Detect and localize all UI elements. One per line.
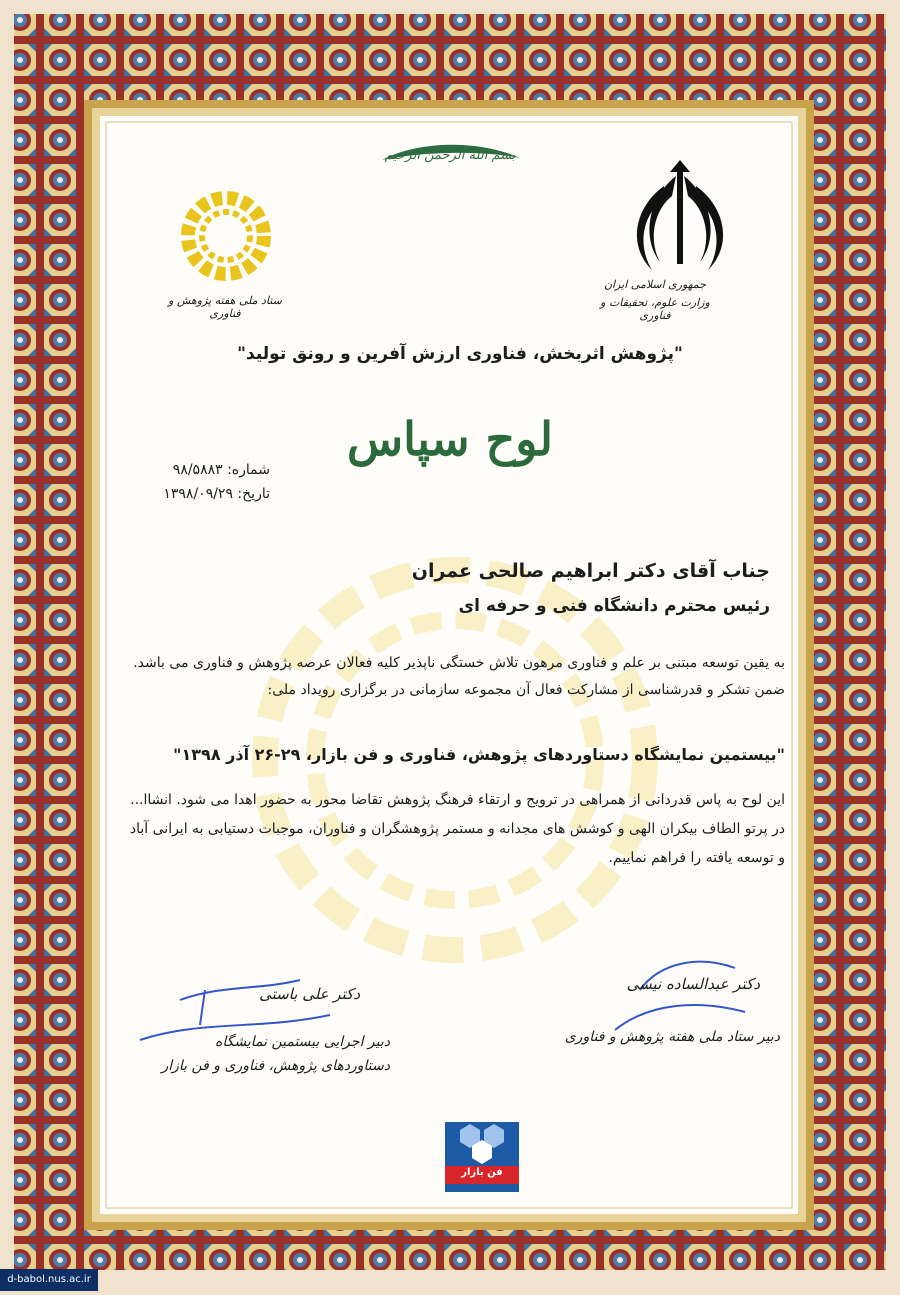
fan-bazaar-logo-text: فن بازار [461,1167,503,1178]
footer-url-badge[interactable]: d-babol.nus.ac.ir [0,1269,98,1291]
emblem-caption-country: جمهوری اسلامی ایران [603,278,707,291]
document-number: شماره: ۹۸/۵۸۸۳ [172,462,270,478]
fan-bazaar-logo-icon [445,1122,519,1192]
basmala-text: بسم الله الرحمن الرحیم [384,148,516,163]
signatory-left-name: دکتر علی باستی [259,985,360,1003]
research-week-caption: ستاد ملی هفته پژوهش و فناوری [168,294,282,320]
emblem-caption-ministry: وزارت علوم، تحقیقات و فناوری [600,296,710,322]
certificate-title: لوح سپاس [346,412,554,466]
signatory-left-title: دبیر اجرایی بیستمین نمایشگاه دستاوردهای پژوهش، فناوری و فن بازار [161,1034,390,1074]
recipient-name: جناب آقای دکتر ابراهیم صالحی عمران [411,560,770,582]
signatory-right-title: دبیر ستاد ملی هفته پژوهش و فناوری [564,1029,780,1045]
document-date: تاریخ: ۱۳۹۸/۰۹/۲۹ [163,486,270,502]
event-name: "بیستمین نمایشگاه دستاوردهای پژوهش، فناوری و فن بازار، ۲۹-۲۶ آذر ۱۳۹۸" [173,745,785,764]
slogan: "پژوهش اثربخش، فناوری ارزش آفرین و رونق تولید" [237,344,683,364]
body-paragraph-1: به یقین توسعه مبتنی بر علم و فناوری مرهون تلاش خستگی ناپذیر کلیه فعالان عرصه پژوهش و فناوری می باشد. ضمن تشکر و قدرشناسی از مشارکت فعال آن مجموعه سازمانی در برگزاری رویداد ملی: [133,655,785,698]
signatory-right-name: دکتر عبدالساده نیسی [626,975,760,993]
body-paragraph-2: این لوح به پاس قدردانی از همراهی در ترویج و ارتقاء فرهنگ پژوهش تقاضا محور به حضور اهدا می شود. انشاا... در پرتو الطاف بیکران الهی و کوشش های مجدانه و مستمر پژوهشگران و فناوران، موجبات دستیابی به ایرانی آباد و توسعه یافته را فراهم نماییم. [129,792,785,866]
recipient-position: رئیس محترم دانشگاه فنی و حرفه ای [458,596,770,616]
